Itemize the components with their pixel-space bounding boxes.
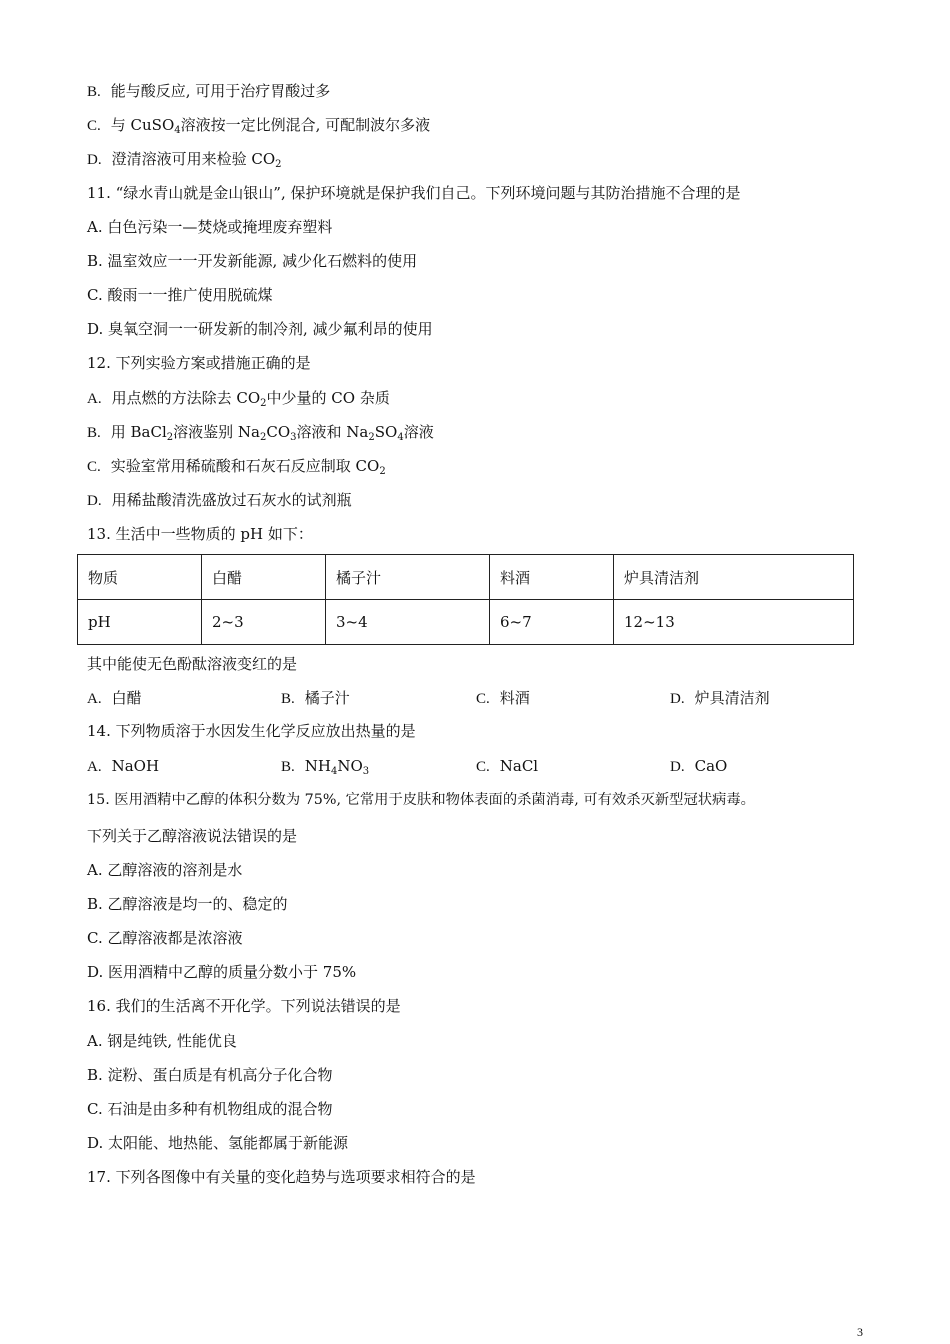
option-letter: A.	[87, 391, 102, 407]
option-text: 溶液按一定比例混合, 可配制波尔多液	[180, 116, 431, 134]
q16-option-d: D. 太阳能、地热能、氢能都属于新能源	[87, 1134, 349, 1152]
q14-option-d	[670, 756, 727, 777]
option-text: NO	[337, 757, 363, 775]
table-cell: 炉具清洁剂	[614, 555, 854, 600]
option-letter: C.	[87, 118, 101, 134]
table-header-row	[78, 555, 854, 600]
option-text: 与 CuSO	[110, 116, 175, 134]
table-cell: 2~3	[202, 600, 326, 645]
option-text: NaOH	[111, 757, 160, 775]
table-cell: 白醋	[202, 555, 326, 600]
option-letter: B.	[281, 759, 295, 775]
q10-option-c	[87, 115, 430, 136]
subscript: 4	[397, 432, 404, 443]
option-letter: D.	[87, 493, 102, 509]
q13-option-c	[476, 688, 530, 709]
option-text: NaCl	[499, 757, 539, 775]
option-letter: C.	[87, 459, 101, 475]
option-text: 溶液鉴别 Na	[173, 423, 260, 441]
table-cell: 料酒	[490, 555, 614, 600]
option-text: 用 BaCl	[110, 423, 167, 441]
option-text: 料酒	[499, 689, 530, 707]
q15-option-d: D. 医用酒精中乙醇的质量分数小于 75%	[87, 963, 357, 981]
option-letter: B.	[281, 691, 295, 707]
table-cell: 橘子汁	[326, 555, 490, 600]
subscript: 2	[368, 432, 375, 443]
option-letter: D.	[670, 691, 685, 707]
option-letter: D.	[87, 152, 102, 168]
option-text: 实验室常用稀硫酸和石灰石反应制取 CO	[110, 457, 380, 475]
subscript: 2	[275, 159, 282, 170]
q15-option-a: A. 乙醇溶液的溶剂是水	[87, 861, 243, 879]
q14-option-c	[476, 756, 538, 777]
subscript: 2	[379, 466, 386, 477]
q12-option-c	[87, 456, 386, 477]
q11-option-a: A. 白色污染一—焚烧或掩埋废弃塑料	[87, 218, 333, 236]
subscript: 4	[330, 766, 338, 777]
q11-option-c: C. 酸雨一一推广使用脱硫煤	[87, 286, 273, 304]
q10-option-d	[87, 149, 282, 170]
option-text: 溶液和 Na	[296, 423, 369, 441]
page-number: 3	[857, 1325, 863, 1339]
q13-option-a	[87, 688, 142, 709]
option-text: 用稀盐酸清洗盛放过石灰水的试剂瓶	[111, 491, 352, 509]
q10-option-b	[87, 81, 330, 102]
q11-stem: 11. “绿水青山就是金山银山”, 保护环境就是保护我们自己。下列环境问题与其防治措施不合理的是	[87, 184, 741, 202]
option-text: 能与酸反应, 可用于治疗胃酸过多	[110, 82, 331, 100]
option-letter: D.	[670, 759, 685, 775]
option-text: 溶液	[403, 423, 434, 441]
table-cell: 6~7	[490, 600, 614, 645]
subscript: 2	[260, 398, 267, 409]
q13-question: 其中能使无色酚酞溶液变红的是	[87, 655, 298, 673]
option-text: 白醋	[111, 689, 142, 707]
option-letter: B.	[87, 84, 101, 100]
subscript: 4	[174, 125, 181, 136]
q16-option-a: A. 钢是纯铁, 性能优良	[87, 1032, 237, 1050]
subscript: 2	[166, 432, 174, 443]
option-letter: A.	[87, 759, 102, 775]
q14-option-b	[281, 756, 369, 777]
subscript: 3	[362, 766, 370, 777]
q11-option-b: B. 温室效应一一开发新能源, 减少化石燃料的使用	[87, 252, 418, 270]
table-cell: 3~4	[326, 600, 490, 645]
q11-option-d: D. 臭氧空洞一一研发新的制冷剂, 减少氟利昂的使用	[87, 320, 433, 338]
q16-option-c: C. 石油是由多种有机物组成的混合物	[87, 1100, 333, 1118]
option-text: CO	[266, 423, 291, 441]
table-row	[78, 600, 854, 645]
q16-option-b: B. 淀粉、蛋白质是有机高分子化合物	[87, 1066, 333, 1084]
option-text: 澄清溶液可用来检验 CO	[111, 150, 276, 168]
ph-table	[77, 554, 854, 645]
q15-option-b: B. 乙醇溶液是均一的、稳定的	[87, 895, 288, 913]
option-text: 炉具清洁剂	[694, 689, 770, 707]
q17-stem: 17. 下列各图像中有关量的变化趋势与选项要求相符合的是	[87, 1168, 476, 1186]
table-cell: 物质	[78, 555, 202, 600]
option-text: NH	[304, 757, 331, 775]
q13-option-b	[281, 688, 350, 709]
q12-option-b	[87, 422, 434, 443]
option-letter: C.	[476, 759, 490, 775]
option-text: SO	[374, 423, 398, 441]
table-cell: 12~13	[614, 600, 854, 645]
option-text: 中少量的 CO 杂质	[266, 389, 390, 407]
q14-stem: 14. 下列物质溶于水因发生化学反应放出热量的是	[87, 722, 416, 740]
q15-stem: 15. 医用酒精中乙醇的体积分数为 75%, 它常用于皮肤和物体表面的杀菌消毒, 可有效杀灭新型冠状病毒。	[87, 792, 755, 808]
option-letter: A.	[87, 691, 102, 707]
subscript: 3	[290, 432, 297, 443]
q13-option-d	[670, 688, 770, 709]
q13-stem: 13. 生活中一些物质的 pH 如下：	[87, 525, 313, 543]
q12-option-a	[87, 388, 390, 409]
q15-option-c: C. 乙醇溶液都是浓溶液	[87, 929, 243, 947]
q16-stem: 16. 我们的生活离不开化学。下列说法错误的是	[87, 997, 401, 1015]
option-text: CaO	[694, 757, 728, 775]
option-letter: C.	[476, 691, 490, 707]
subscript: 2	[260, 432, 267, 443]
option-text: 橘子汁	[304, 689, 350, 707]
option-text: 用点燃的方法除去 CO	[111, 389, 261, 407]
q12-option-d	[87, 490, 352, 511]
table-cell: pH	[78, 600, 202, 645]
q15-stem-continued: 下列关于乙醇溶液说法错误的是	[87, 827, 298, 845]
q12-stem: 12. 下列实验方案或措施正确的是	[87, 354, 311, 372]
option-letter: B.	[87, 425, 101, 441]
q14-option-a	[87, 756, 159, 777]
